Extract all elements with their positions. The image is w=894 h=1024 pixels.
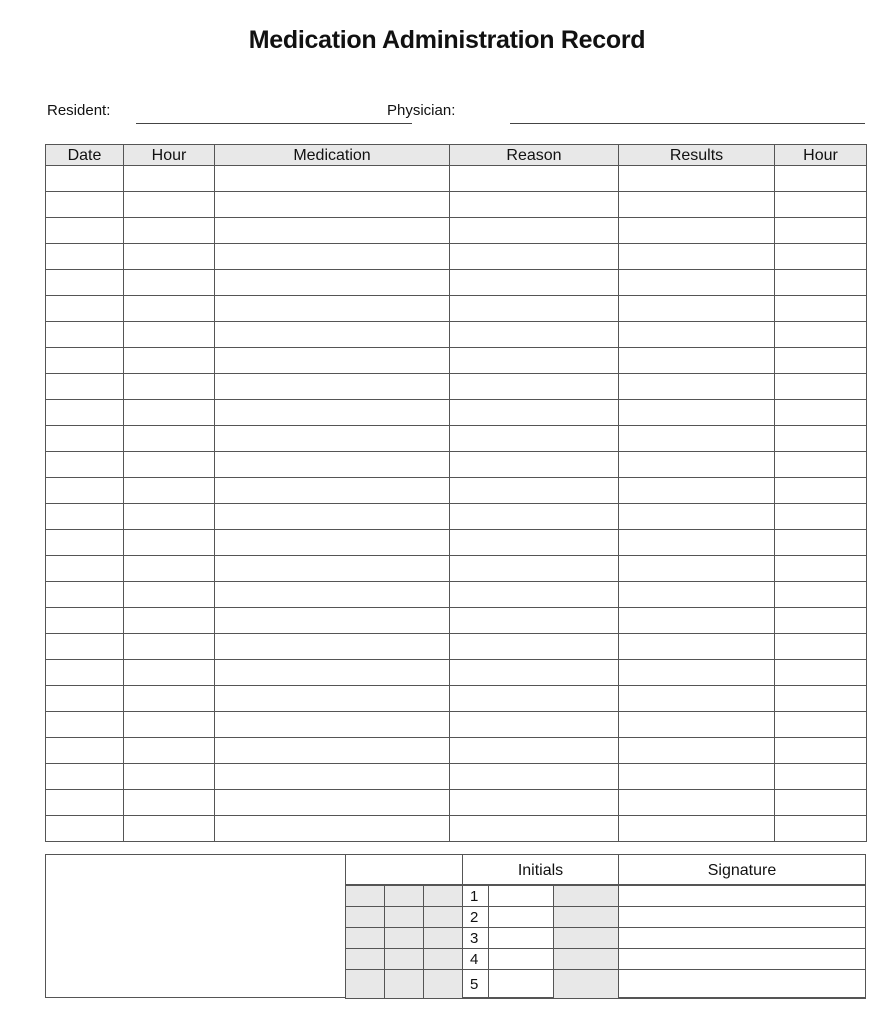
medication-cell[interactable] — [215, 504, 450, 530]
reason-cell[interactable] — [450, 608, 619, 634]
hour-2-cell[interactable] — [775, 582, 867, 608]
table-row — [46, 634, 867, 660]
date-cell[interactable] — [46, 530, 124, 556]
hour-cell[interactable] — [124, 192, 215, 218]
medication-cell[interactable] — [215, 634, 450, 660]
hour-cell[interactable] — [124, 244, 215, 270]
hour-cell[interactable] — [124, 400, 215, 426]
table-row — [46, 686, 867, 712]
hour-2-cell[interactable] — [775, 478, 867, 504]
hour-cell[interactable] — [124, 504, 215, 530]
shaded-cell — [384, 969, 424, 999]
shaded-cell — [345, 948, 385, 970]
table-row — [46, 816, 867, 842]
shaded-cell — [345, 885, 385, 907]
signature-cell[interactable] — [618, 927, 866, 949]
date-cell[interactable] — [46, 790, 124, 816]
table-row — [46, 478, 867, 504]
hour-2-cell[interactable] — [775, 426, 867, 452]
hour-2-cell[interactable] — [775, 504, 867, 530]
shaded-cell — [345, 906, 385, 928]
medication-cell[interactable] — [215, 478, 450, 504]
hour-cell[interactable] — [124, 582, 215, 608]
hour-2-cell[interactable] — [775, 270, 867, 296]
results-cell[interactable] — [619, 374, 775, 400]
reason-cell[interactable] — [450, 504, 619, 530]
hour-cell[interactable] — [124, 296, 215, 322]
date-cell[interactable] — [46, 634, 124, 660]
hour-cell[interactable] — [124, 764, 215, 790]
hour-2-cell[interactable] — [775, 374, 867, 400]
row-number: 5 — [462, 969, 489, 999]
table-row — [46, 218, 867, 244]
table-row — [46, 322, 867, 348]
signature-cell[interactable] — [618, 969, 866, 999]
reason-cell[interactable] — [450, 270, 619, 296]
results-cell[interactable] — [619, 478, 775, 504]
results-cell[interactable] — [619, 530, 775, 556]
table-row — [46, 270, 867, 296]
reason-cell[interactable] — [450, 192, 619, 218]
reason-cell[interactable] — [450, 556, 619, 582]
medication-column-header: Medication — [215, 145, 450, 166]
hour-cell[interactable] — [124, 166, 215, 192]
table-row — [46, 790, 867, 816]
table-row — [46, 244, 867, 270]
date-cell[interactable] — [46, 686, 124, 712]
reason-cell[interactable] — [450, 244, 619, 270]
shaded-cell — [384, 927, 424, 949]
hour-cell[interactable] — [124, 686, 215, 712]
reason-cell[interactable] — [450, 296, 619, 322]
shaded-cell — [553, 927, 619, 949]
signature-cell[interactable] — [618, 906, 866, 928]
table-row — [46, 192, 867, 218]
medication-cell[interactable] — [215, 686, 450, 712]
hour-cell[interactable] — [124, 712, 215, 738]
hour-cell[interactable] — [124, 738, 215, 764]
hour-2-cell[interactable] — [775, 192, 867, 218]
reason-cell[interactable] — [450, 764, 619, 790]
shaded-cell — [423, 906, 463, 928]
hour-cell[interactable] — [124, 478, 215, 504]
medication-cell[interactable] — [215, 348, 450, 374]
hour-cell[interactable] — [124, 348, 215, 374]
row-number: 3 — [462, 927, 489, 949]
date-cell[interactable] — [46, 348, 124, 374]
medication-cell[interactable] — [215, 582, 450, 608]
hour-2-column-header: Hour — [775, 145, 867, 166]
date-column-header: Date — [46, 145, 124, 166]
date-cell[interactable] — [46, 244, 124, 270]
date-cell[interactable] — [46, 166, 124, 192]
shaded-cell — [423, 927, 463, 949]
medication-cell[interactable] — [215, 530, 450, 556]
shaded-cell — [423, 948, 463, 970]
date-cell[interactable] — [46, 218, 124, 244]
results-cell[interactable] — [619, 712, 775, 738]
reason-cell[interactable] — [450, 218, 619, 244]
resident-field[interactable] — [136, 123, 412, 124]
results-cell[interactable] — [619, 764, 775, 790]
row-number: 4 — [462, 948, 489, 970]
hour-cell[interactable] — [124, 556, 215, 582]
date-cell[interactable] — [46, 192, 124, 218]
reason-cell[interactable] — [450, 582, 619, 608]
medication-cell[interactable] — [215, 712, 450, 738]
table-row — [46, 504, 867, 530]
hour-2-cell[interactable] — [775, 244, 867, 270]
page-title: Medication Administration Record — [248, 26, 646, 54]
hour-2-cell[interactable] — [775, 764, 867, 790]
date-cell[interactable] — [46, 504, 124, 530]
hour-2-cell[interactable] — [775, 218, 867, 244]
medication-cell[interactable] — [215, 244, 450, 270]
medication-cell[interactable] — [215, 660, 450, 686]
table-row — [46, 738, 867, 764]
reason-cell[interactable] — [450, 400, 619, 426]
results-cell[interactable] — [619, 270, 775, 296]
table-row — [46, 764, 867, 790]
table-row — [46, 296, 867, 322]
reason-cell[interactable] — [450, 426, 619, 452]
reason-cell[interactable] — [450, 348, 619, 374]
initials-cell[interactable] — [488, 906, 554, 928]
signature-cell[interactable] — [618, 948, 866, 970]
medication-cell[interactable] — [215, 296, 450, 322]
initials-header: Initials — [462, 854, 619, 885]
date-cell[interactable] — [46, 582, 124, 608]
medication-cell[interactable] — [215, 608, 450, 634]
date-cell[interactable] — [46, 712, 124, 738]
medication-cell[interactable] — [215, 452, 450, 478]
row-number: 1 — [462, 885, 489, 907]
medication-cell[interactable] — [215, 764, 450, 790]
hour-2-cell[interactable] — [775, 660, 867, 686]
hour-cell[interactable] — [124, 374, 215, 400]
reason-cell[interactable] — [450, 816, 619, 842]
reason-cell[interactable] — [450, 478, 619, 504]
medication-cell[interactable] — [215, 426, 450, 452]
reason-cell[interactable] — [450, 712, 619, 738]
date-cell[interactable] — [46, 478, 124, 504]
resident-label: Resident: — [47, 102, 111, 119]
shaded-cell — [345, 927, 385, 949]
reason-cell[interactable] — [450, 322, 619, 348]
shaded-cell — [423, 885, 463, 907]
hour-cell[interactable] — [124, 790, 215, 816]
results-cell[interactable] — [619, 790, 775, 816]
results-cell[interactable] — [619, 608, 775, 634]
results-cell[interactable] — [619, 686, 775, 712]
medication-cell[interactable] — [215, 270, 450, 296]
table-row — [46, 582, 867, 608]
reason-column-header: Reason — [450, 145, 619, 166]
results-cell[interactable] — [619, 400, 775, 426]
hour-2-cell[interactable] — [775, 400, 867, 426]
hour-2-cell[interactable] — [775, 452, 867, 478]
results-cell[interactable] — [619, 296, 775, 322]
table-row — [46, 348, 867, 374]
hour-2-cell[interactable] — [775, 738, 867, 764]
hour-cell[interactable] — [124, 452, 215, 478]
results-column-header: Results — [619, 145, 775, 166]
hour-2-cell[interactable] — [775, 530, 867, 556]
physician-label: Physician: — [387, 102, 456, 119]
shaded-cell — [384, 948, 424, 970]
table-row — [46, 166, 867, 192]
results-cell[interactable] — [619, 634, 775, 660]
date-cell[interactable] — [46, 270, 124, 296]
results-cell[interactable] — [619, 218, 775, 244]
initials-cell[interactable] — [488, 927, 554, 949]
initials-cell[interactable] — [488, 885, 554, 907]
blank-header-cell — [345, 854, 463, 885]
date-cell[interactable] — [46, 374, 124, 400]
hour-2-cell[interactable] — [775, 634, 867, 660]
hour-cell[interactable] — [124, 218, 215, 244]
results-cell[interactable] — [619, 504, 775, 530]
date-cell[interactable] — [46, 660, 124, 686]
table-row — [46, 452, 867, 478]
medication-cell[interactable] — [215, 400, 450, 426]
hour-2-cell[interactable] — [775, 816, 867, 842]
table-row — [46, 374, 867, 400]
reason-cell[interactable] — [450, 530, 619, 556]
results-cell[interactable] — [619, 816, 775, 842]
results-cell[interactable] — [619, 556, 775, 582]
reason-cell[interactable] — [450, 634, 619, 660]
hour-2-cell[interactable] — [775, 166, 867, 192]
medication-cell[interactable] — [215, 790, 450, 816]
date-cell[interactable] — [46, 400, 124, 426]
results-cell[interactable] — [619, 192, 775, 218]
shaded-cell — [553, 885, 619, 907]
shaded-cell — [384, 885, 424, 907]
shaded-cell — [553, 948, 619, 970]
reason-cell[interactable] — [450, 738, 619, 764]
date-cell[interactable] — [46, 738, 124, 764]
hour-2-cell[interactable] — [775, 296, 867, 322]
shaded-cell — [423, 969, 463, 999]
hour-cell[interactable] — [124, 660, 215, 686]
medication-cell[interactable] — [215, 166, 450, 192]
hour-2-cell[interactable] — [775, 608, 867, 634]
hour-cell[interactable] — [124, 816, 215, 842]
date-cell[interactable] — [46, 556, 124, 582]
results-cell[interactable] — [619, 166, 775, 192]
row-number: 2 — [462, 906, 489, 928]
medication-cell[interactable] — [215, 738, 450, 764]
reason-cell[interactable] — [450, 660, 619, 686]
results-cell[interactable] — [619, 660, 775, 686]
medication-cell[interactable] — [215, 556, 450, 582]
reason-cell[interactable] — [450, 790, 619, 816]
hour-2-cell[interactable] — [775, 556, 867, 582]
physician-field[interactable] — [510, 123, 865, 124]
table-row — [46, 530, 867, 556]
shaded-cell — [345, 969, 385, 999]
hour-2-cell[interactable] — [775, 686, 867, 712]
hour-cell[interactable] — [124, 608, 215, 634]
hour-column-header: Hour — [124, 145, 215, 166]
hour-cell[interactable] — [124, 634, 215, 660]
hour-2-cell[interactable] — [775, 790, 867, 816]
medication-table — [45, 144, 867, 842]
results-cell[interactable] — [619, 582, 775, 608]
reason-cell[interactable] — [450, 686, 619, 712]
table-row — [46, 608, 867, 634]
date-cell[interactable] — [46, 452, 124, 478]
shaded-cell — [553, 906, 619, 928]
results-cell[interactable] — [619, 426, 775, 452]
date-cell[interactable] — [46, 764, 124, 790]
table-row — [46, 660, 867, 686]
medication-cell[interactable] — [215, 192, 450, 218]
hour-2-cell[interactable] — [775, 322, 867, 348]
results-cell[interactable] — [619, 322, 775, 348]
date-cell[interactable] — [46, 426, 124, 452]
results-cell[interactable] — [619, 244, 775, 270]
signature-header: Signature — [618, 854, 866, 885]
medication-cell[interactable] — [215, 218, 450, 244]
table-row — [46, 400, 867, 426]
hour-cell[interactable] — [124, 322, 215, 348]
medication-cell[interactable] — [215, 322, 450, 348]
reason-cell[interactable] — [450, 452, 619, 478]
hour-2-cell[interactable] — [775, 348, 867, 374]
date-cell[interactable] — [46, 296, 124, 322]
table-row — [46, 426, 867, 452]
reason-cell[interactable] — [450, 166, 619, 192]
initials-cell[interactable] — [488, 969, 554, 999]
results-cell[interactable] — [619, 452, 775, 478]
medication-cell[interactable] — [215, 816, 450, 842]
signature-cell[interactable] — [618, 885, 866, 907]
table-row — [46, 712, 867, 738]
results-cell[interactable] — [619, 738, 775, 764]
table-row — [46, 556, 867, 582]
date-cell[interactable] — [46, 816, 124, 842]
reason-cell[interactable] — [450, 374, 619, 400]
hour-cell[interactable] — [124, 530, 215, 556]
shaded-cell — [384, 906, 424, 928]
results-cell[interactable] — [619, 348, 775, 374]
hour-2-cell[interactable] — [775, 712, 867, 738]
initials-cell[interactable] — [488, 948, 554, 970]
medication-cell[interactable] — [215, 374, 450, 400]
date-cell[interactable] — [46, 322, 124, 348]
hour-cell[interactable] — [124, 426, 215, 452]
table-header-row — [46, 145, 867, 166]
date-cell[interactable] — [46, 608, 124, 634]
hour-cell[interactable] — [124, 270, 215, 296]
shaded-cell — [553, 969, 619, 999]
